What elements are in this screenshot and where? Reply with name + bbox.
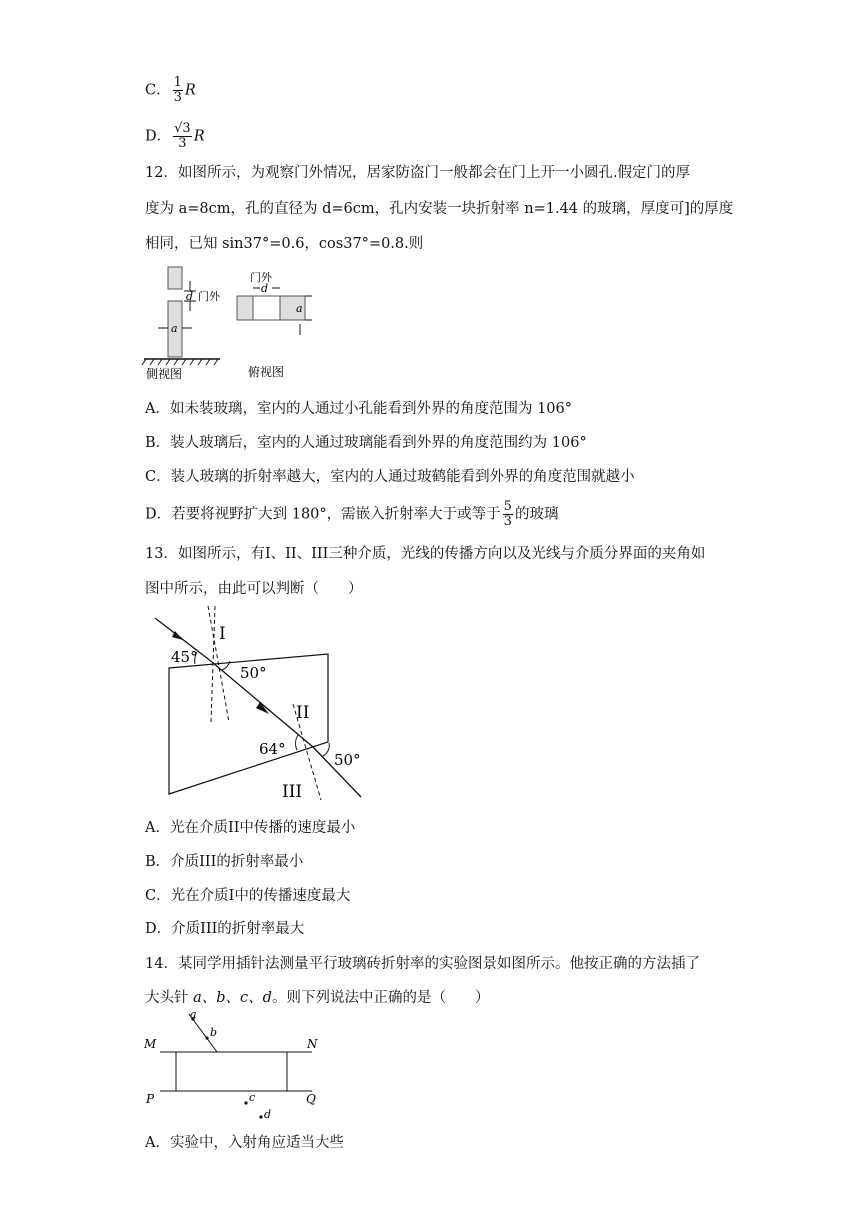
q13-stem-line1: 13．如图所示，有I、II、III三种介质，光线的传播方向以及光线与介质分界面的夹角如	[145, 546, 706, 562]
option-label: C．	[145, 82, 171, 99]
q12-stem-line2: 度为 a=8cm，孔的直径为 d=6cm，孔内安装一块折射率 n=1.44 的玻璃，厚度可]的厚度	[145, 201, 734, 217]
q12-door-figure	[140, 265, 320, 383]
label-a-side: a	[171, 322, 178, 335]
pin-d	[259, 1115, 262, 1118]
q12-option-d	[145, 500, 558, 529]
q13-refraction-figure	[145, 604, 370, 804]
option-label: D．	[145, 128, 172, 145]
q11-option-c	[145, 76, 196, 105]
label-medium-iii: III	[282, 782, 303, 802]
label-b: b	[210, 1026, 218, 1039]
q13-stem-line2: 图中所示，由此可以判断（ ）	[145, 581, 363, 597]
hole-top-view	[253, 296, 280, 320]
q14-glass-figure	[140, 1010, 325, 1125]
label-a-top: a	[296, 302, 303, 315]
option-text-end: 的玻璃	[514, 506, 559, 523]
variable-r: R	[184, 82, 196, 99]
label-medium-i: I	[219, 624, 226, 644]
fraction: $\frac{√3}{3}$	[174, 121, 191, 151]
label-top-view: 俯视图	[248, 365, 285, 379]
label-m: M	[144, 1037, 157, 1051]
label-p: P	[146, 1092, 155, 1106]
label-angle-45: 45°	[171, 648, 198, 666]
q13-option-c: C．光在介质I中的传播速度最大	[145, 888, 351, 904]
pin-c	[244, 1101, 247, 1104]
q14-option-a: A．实验中，入射角应适当大些	[145, 1135, 344, 1151]
q12-option-a: A．如未装玻璃，室内的人通过小孔能看到外界的角度范围为 106°	[145, 401, 573, 417]
label-d-side: d	[186, 290, 194, 303]
arc-64	[296, 735, 298, 750]
variable-r: R	[193, 128, 205, 145]
label-door-out-side: 门外	[198, 290, 220, 303]
label-side-view: 側视图	[146, 367, 183, 381]
label-c: c	[249, 1091, 256, 1104]
arc-50-bottom	[323, 743, 329, 756]
q14-stem-line2	[145, 988, 489, 1008]
label-d-top: d	[261, 282, 269, 295]
label-medium-ii: II	[296, 703, 310, 723]
fraction: $\frac{5}{3}$	[503, 499, 512, 529]
label-door-out-top: 门外	[250, 271, 272, 284]
fraction: $\frac{1}{3}$	[173, 75, 182, 105]
q14-stem-line1: 14．某同学用插针法测量平行玻璃砖折射率的实验图景如图所示。他按正确的方法插了	[145, 956, 700, 972]
label-angle-50-top: 50°	[240, 664, 267, 682]
q12-stem-line3: 相同，已知 sin37°=0.6，cos37°=0.8.则	[145, 236, 424, 252]
option-text: D．若要将视野扩大到 180°，需嵌入折射率大于或等于	[145, 506, 501, 523]
q13-option-a: A．光在介质II中传播的速度最小	[145, 820, 356, 836]
stem-text: 大头针	[145, 990, 194, 1006]
label-a: a	[190, 1010, 197, 1021]
label-d: d	[264, 1108, 272, 1121]
stem-text-end: 。则下列说法中正确的是（ ）	[271, 990, 490, 1006]
q12-stem-line1: 12．如图所示，为观察门外情况，居家防盗门一般都会在门上开一小圆孔.假定门的厚	[145, 165, 691, 181]
label-n: N	[307, 1037, 318, 1051]
q12-option-b: B．装人玻璃后，室内的人通过玻璃能看到外界的角度范围约为 106°	[145, 435, 587, 451]
q13-option-d: D．介质III的折射率最大	[145, 921, 305, 937]
door-upper	[168, 267, 182, 289]
label-angle-64: 64°	[259, 740, 286, 758]
q11-option-d	[145, 122, 205, 151]
pin-b	[205, 1036, 208, 1039]
q13-option-b: B．介质III的折射率最小	[145, 854, 304, 870]
ground-hatch	[142, 359, 218, 365]
pin-names: a、b、c、d	[193, 990, 272, 1006]
label-angle-50-bottom: 50°	[334, 751, 361, 769]
label-q: Q	[306, 1092, 316, 1106]
q12-option-c: C．装人玻璃的折射率越大，室内的人通过玻鹤能看到外界的角度范围就越小	[145, 469, 635, 485]
